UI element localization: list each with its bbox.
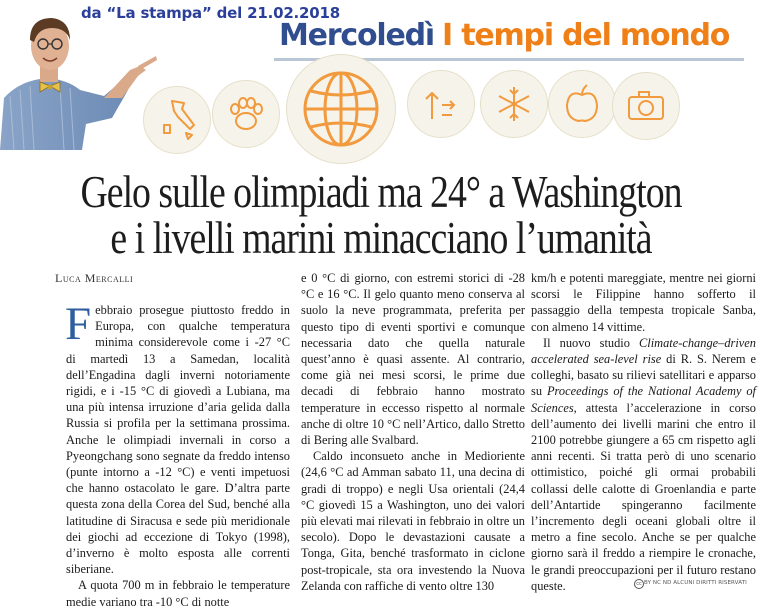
- paragraph-text: di R. S. Nerem e colleghi, basato su rilievi satellitari e apparso su: [531, 352, 756, 399]
- source-line: da “La stampa” del 21.02.2018: [81, 4, 340, 22]
- paragraph: Caldo inconsueto anche in Medioriente (24,6 °C ad Amman sabato 11, una decina di gradi di troppo) e negli Usa orientali (24,4 °C giovedì 15 a Washington, uno dei valori più elevati mai rilevati in febbraio in oltre un secolo). Dopo le devastazioni causate a Tonga, Gita, benché trasformato in ciclone post-tropicale, sta ora investendo la Nuova Zelanda con raffiche di vento oltre 130: [301, 449, 525, 593]
- byline: Luca Mercalli: [55, 271, 134, 285]
- italy-map-badge: [143, 86, 211, 154]
- apple-icon: [549, 71, 615, 137]
- apple-badge: [548, 70, 616, 138]
- article-column-2: [301, 270, 525, 594]
- paragraph: A quota 700 m in febbraio le temperature medie variano tra -10 °C di notte: [66, 578, 290, 609]
- cc-icon: cc: [634, 579, 644, 589]
- camera-badge: [612, 72, 680, 140]
- paragraph-text: , attesta l’accelerazione in corso dell’aumento dei livelli marini che entro il 2100 potrebbe giungere a 65 cm rispetto agli anni recenti. Si tratta però di uno scenario ottimistico, poiché gli ormai probabili collassi delle calotte di Groenlandia e parte dell’Antartide spingeranno facilmente l’incremento degli oceani globali oltre il metro a fine secolo. Anche se per qualche giorno sarà il freddo a riempire le cronache, le grandi preoccupazioni per il futuro restano queste.: [531, 400, 756, 593]
- snowflake-badge: [480, 70, 548, 138]
- paragraph: [531, 335, 756, 594]
- study-title: Climate-change–driven accelerated sea-level rise: [531, 335, 756, 367]
- journal-title: Proceedings of the National Academy of Sciences: [531, 384, 756, 415]
- paragraph-text: Il nuovo studio: [543, 335, 639, 350]
- arrows-icon: [408, 71, 474, 137]
- paw-icon: [213, 81, 279, 147]
- globe-badge: [286, 54, 396, 164]
- article-column-1: [65, 298, 290, 610]
- snowflake-icon: [481, 71, 547, 137]
- column-title-name: I tempi del mondo: [442, 18, 730, 53]
- arrows-badge: [407, 70, 475, 138]
- camera-icon: [613, 73, 679, 139]
- headline-line-2: e i livelli marini minacciano l’umanità: [110, 213, 652, 263]
- presenter-photo: [0, 6, 160, 150]
- paw-badge: [212, 80, 280, 148]
- globe-icon: [287, 55, 395, 163]
- column-title-day: Mercoledì: [279, 18, 434, 53]
- headline-line-1: Gelo sulle olimpiadi ma 24° a Washington: [80, 167, 682, 217]
- paragraph: [65, 298, 290, 577]
- italy-map-icon: [144, 87, 210, 153]
- copyright-notice: BY NC ND ALCUNI DIRITTI RISERVATI: [644, 580, 747, 586]
- paragraph: e 0 °C di giorno, con estremi storici di -28 °C e 16 °C. Il gelo quanto meno conserva al suolo la neve programmata, preferita per questo tipo di eventi sportivi e comunque necessaria dato che quella naturale quest’anno è quasi assente. Al contrario, come già nei mesi scorsi, le prime due decadi di febbraio hanno mostrato temperature in eccesso rispetto al normale anche di oltre 10 °C nell’Artico, dallo Stretto di Bering alle Svalbard.: [301, 271, 525, 448]
- article-column-3: [531, 270, 756, 594]
- paragraph-text: ebbraio prosegue piuttosto freddo in Europa, con qualche temperatura minima considerevole come i -27 °C di martedì 13 a Samedan, località dell’Engadina dagli inverni notoriamente rigidi, e i -15 °C di giovedì a Lubiana, ma una più intensa irruzione d’aria gelida dalla Russia si profila per la settimana prossima. Anche le olimpiadi invernali in corso a Pyeongchang sono segnate da freddo intenso (punte intorno a -12 °C) e venti impetuosi che hanno ostacolato le gare. D’altra parte questa zona della Corea del Sud, benché alla latitudine di Siracusa e sede più meridionale dei giochi ad eccezione di Tokyo (1998), d’inverno è molto esposta alle correnti siberiane.: [66, 303, 290, 577]
- paragraph: km/h e potenti mareggiate, mentre nei giorni scorsi le Filippine hanno sofferto il passaggio della tempesta tropicale Sanba, con almeno 14 vittime.: [531, 271, 756, 334]
- drop-cap: F: [65, 298, 92, 350]
